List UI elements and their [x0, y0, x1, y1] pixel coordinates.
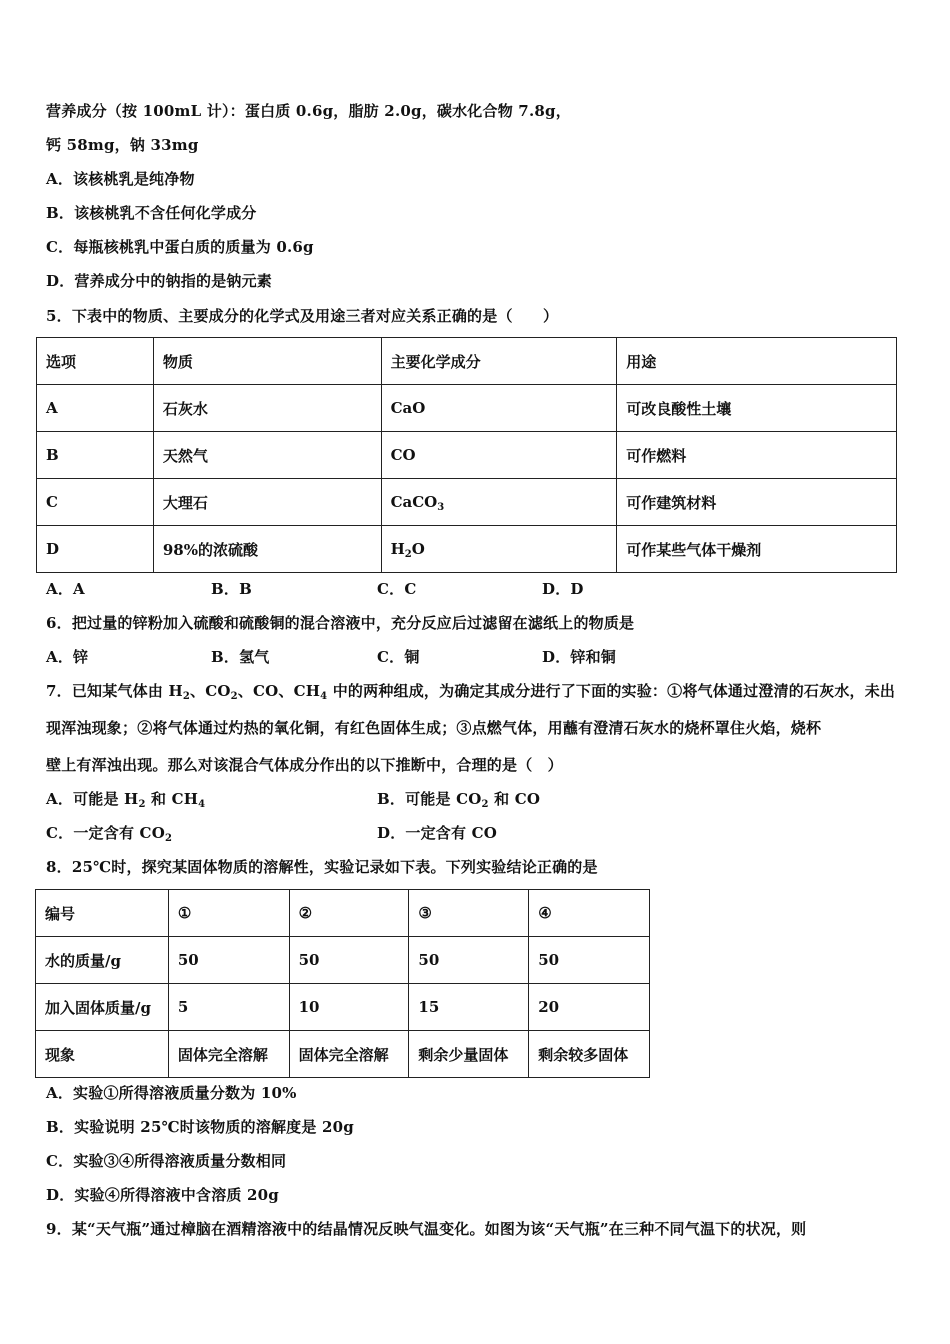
- q4-option-a: A．该核桃乳是纯净物: [46, 170, 195, 188]
- table-cell: 石灰水: [153, 385, 381, 432]
- q5-option-a: A．A: [46, 580, 85, 598]
- q4-nutrition-line-2: 钙 58mg，钠 33mg: [46, 136, 199, 154]
- table-cell: 50: [409, 937, 529, 984]
- table-cell: A: [37, 385, 154, 432]
- table-cell: CO: [381, 432, 617, 479]
- table-cell: 天然气: [153, 432, 381, 479]
- table-cell: 大理石: [153, 479, 381, 526]
- table-cell: 剩余较多固体: [529, 1031, 650, 1078]
- q5-option-b: B．B: [211, 580, 252, 598]
- table-cell: 可作某些气体干燥剂: [617, 526, 897, 573]
- table-cell: ③: [409, 890, 529, 937]
- table-cell: ①: [168, 890, 289, 937]
- table-cell formula-cell: $H_2O$: [381, 526, 617, 573]
- table-cell: ④: [529, 890, 650, 937]
- table-cell: 20: [529, 984, 650, 1031]
- q7-stem-line-2: 现浑浊现象；②将气体通过灼热的氧化铜，有红色固体生成；③点燃气体，用蘸有澄清石灰水的烧杯罩住火焰，烧杯: [46, 719, 822, 737]
- q9-stem: 9．某“天气瓶”通过樟脑在酒精溶液中的结晶情况反映气温变化。如图为该“天气瓶”在三种不同气温下的状况，则: [46, 1220, 807, 1238]
- q7-stem-line-3: 壁上有浑浊出现。那么对该混合气体成分作出的以下推断中，合理的是（ ）: [46, 756, 563, 774]
- table-cell: C: [37, 479, 154, 526]
- q8-table: [35, 889, 650, 1078]
- q4-option-b: B．该核桃乳不含任何化学成分: [46, 204, 257, 222]
- header-cell: 主要化学成分: [381, 338, 617, 385]
- table-row: [37, 385, 897, 432]
- q7-option-c: C．一定含有 $CO_2$: [46, 824, 173, 844]
- table-row: [36, 890, 650, 937]
- table-cell: 可作燃料: [617, 432, 897, 479]
- table-cell: 50: [289, 937, 409, 984]
- q8-option-b: B．实验说明 25℃时该物质的溶解度是 20g: [46, 1118, 354, 1136]
- table-header-row: [37, 338, 897, 385]
- table-cell: 固体完全溶解: [168, 1031, 289, 1078]
- table-cell: 15: [409, 984, 529, 1031]
- table-cell: 加入固体质量/g: [36, 984, 169, 1031]
- q4-option-c: C．每瓶核桃乳中蛋白质的质量为 0.6g: [46, 238, 314, 256]
- table-row: [36, 937, 650, 984]
- table-row: [37, 432, 897, 479]
- q6-option-b: B．氢气: [211, 648, 270, 666]
- header-cell: 用途: [617, 338, 897, 385]
- q8-option-c: C．实验③④所得溶液质量分数相同: [46, 1152, 287, 1170]
- table-cell: 10: [289, 984, 409, 1031]
- q7-option-b: B．可能是 $CO_2$ 和 CO: [377, 790, 541, 810]
- table-cell: D: [37, 526, 154, 573]
- table-cell: 固体完全溶解: [289, 1031, 409, 1078]
- q5-stem: 5．下表中的物质、主要成分的化学式及用途三者对应关系正确的是（ ）: [46, 307, 559, 325]
- q4-nutrition-line-1: 营养成分（按 100mL 计）：蛋白质 0.6g，脂肪 2.0g，碳水化合物 7.8g，: [46, 102, 571, 120]
- q8-option-d: D．实验④所得溶液中含溶质 20g: [46, 1186, 279, 1204]
- table-row: [36, 1031, 650, 1078]
- header-cell: 选项: [37, 338, 154, 385]
- table-cell: B: [37, 432, 154, 479]
- q7-option-a: A．可能是 $H_2$ 和 $CH_4$: [46, 790, 206, 810]
- q6-stem: 6．把过量的锌粉加入硫酸和硫酸铜的混合溶液中，充分反应后过滤留在滤纸上的物质是: [46, 614, 635, 632]
- table-cell: 5: [168, 984, 289, 1031]
- q6-option-c: C．铜: [377, 648, 420, 666]
- q8-stem: 8．25℃时，探究某固体物质的溶解性，实验记录如下表。下列实验结论正确的是: [46, 858, 598, 876]
- table-cell: 50: [168, 937, 289, 984]
- table-cell: 可作建筑材料: [617, 479, 897, 526]
- q5-option-d: D．D: [542, 580, 584, 598]
- q7-stem-line-1: 7．已知某气体由 $H_2$、$CO_2$、CO、$CH_4$ 中的两种组成，为确定其成分进行了下面的实验：①将气体通过澄清的石灰水，未出: [46, 682, 896, 702]
- q8-option-a: A．实验①所得溶液质量分数为 10%: [46, 1084, 297, 1102]
- table-cell: 水的质量/g: [36, 937, 169, 984]
- q5-table: [36, 337, 897, 573]
- table-cell: 现象: [36, 1031, 169, 1078]
- q6-option-a: A．锌: [46, 648, 89, 666]
- q5-option-c: C．C: [377, 580, 417, 598]
- q6-option-d: D．锌和铜: [542, 648, 617, 666]
- table-row: [36, 984, 650, 1031]
- table-cell: 编号: [36, 890, 169, 937]
- table-row: [37, 479, 897, 526]
- header-cell: 物质: [153, 338, 381, 385]
- table-cell: 可改良酸性土壤: [617, 385, 897, 432]
- q7-option-d: D．一定含有 CO: [377, 824, 498, 842]
- table-cell: 98%的浓硫酸: [153, 526, 381, 573]
- table-cell: 剩余少量固体: [409, 1031, 529, 1078]
- table-cell: ②: [289, 890, 409, 937]
- table-cell: CaO: [381, 385, 617, 432]
- q4-option-d: D．营养成分中的钠指的是钠元素: [46, 272, 273, 290]
- table-cell: 50: [529, 937, 650, 984]
- table-row: [37, 526, 897, 573]
- table-cell formula-cell: CaCO$_3$: [381, 479, 617, 526]
